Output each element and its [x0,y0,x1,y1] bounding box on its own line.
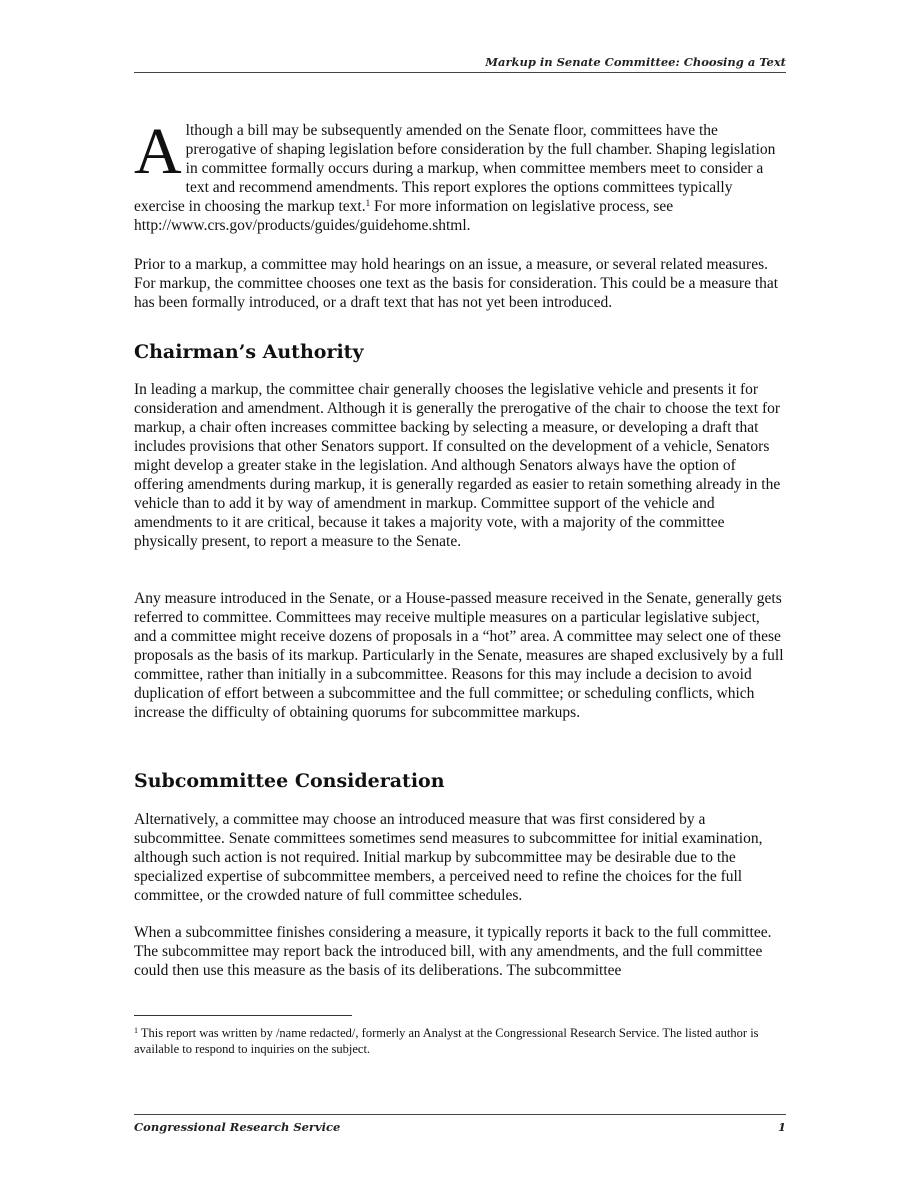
footnote-reference[interactable]: 1 [365,198,371,208]
intro-paragraph-2: Prior to a markup, a committee may hold hearings on an issue, a measure, or several related measures. For markup, the committee chooses one text as the basis for consideration. This could be a measure that has been formally introduced, or a draft text that has not yet been introduced. [134,256,779,311]
chair-paragraph-2: Any measure introduced in the Senate, or a House-passed measure received in the Senate, generally gets referred to committee. Committees may receive multiple measures on a particular legislative subject, and a committee might receive dozens of proposals in a “hot” area. A committee may select one of these proposals as the basis of its markup. Particularly in the Senate, measures are shaped exclusively by a full committee, rather than initially in a subcommittee. Reasons for this may include a decision to avoid duplication of effort between a subcommittee and the full committee; or scheduling conflicts, which increase the difficulty of obtaining quorums for subcommittee markups. [134,590,784,721]
footer-publisher: Congressional Research Service [134,1120,341,1134]
footnote [134,1026,786,1057]
section-heading-subcommittee-consideration: Subcommittee Consideration [134,770,445,792]
intro-paragraph-1 [134,115,786,235]
chair-paragraph-1: In leading a markup, the committee chair generally chooses the legislative vehicle and presents it for consideration and amendment. Although it is generally the prerogative of the chair to choose the text for markup, a chair often increases committee backing by selecting a measure, or developing a draft that includes provisions that other Senators support. If consulted on the development of a vehicle, Senators might develop a greater stake in the legislation. And although Senators always have the option of offering amendments during markup, it is generally regarded as easier to retain something already in the vehicle than to add it by way of amendment in markup. Committee support of the vehicle and amendments to it are critical, because it takes a majority vote, with a majority of the committee physically present, to report a measure to the Senate. [134,381,781,550]
intro-text-continued: For more information on legislative process, see http://www.crs.gov/products/guides/guidehome.shtml. [134,198,674,234]
drop-cap: A [134,115,182,188]
page-number: 1 [777,1120,786,1134]
footer-rule [134,1114,786,1115]
header-rule [134,72,786,73]
footnote-text: This report was written by /name redacted/, formerly an Analyst at the Congressional Research Service. The listed author is available to respond to inquiries on the subject. [134,1026,759,1056]
subcommittee-paragraph-1: Alternatively, a committee may choose an introduced measure that was first considered by a subcommittee. Senate committees sometimes send measures to subcommittee for initial examination, although such action is not required. Initial markup by subcommittee may be desirable due to the specialized expertise of subcommittee members, a perceived need to refine the choices for the full committee, or the crowded nature of full committee schedules. [134,811,763,904]
section-heading-chairmans-authority: Chairman’s Authority [134,341,364,363]
intro-text: lthough a bill may be subsequently amended on the Senate floor, committees have the prerogative of shaping legislation before consideration by the full chamber. Shaping legislation in committee formally occurs during a markup, when committee members meet to consider a text and recommend amendments. This report explores the options committees typically exercise in choosing the markup text. [134,122,776,215]
footnote-rule [134,1015,352,1016]
subcommittee-paragraph-2: When a subcommittee finishes considering a measure, it typically reports it back to the full committee. The subcommittee may report back the introduced bill, with any amendments, and the full committee could then use this measure as the basis of its deliberations. The subcommittee [134,924,772,979]
footnote-marker: 1 [134,1026,138,1035]
running-header: Markup in Senate Committee: Choosing a Text [485,55,786,69]
